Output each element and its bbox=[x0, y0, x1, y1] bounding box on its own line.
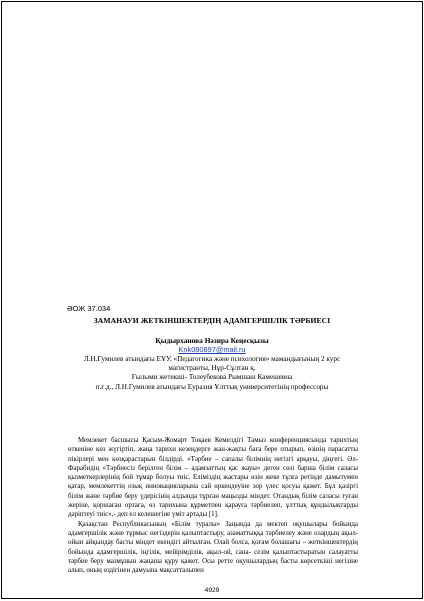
page-number: 4929 bbox=[204, 587, 220, 594]
author-name: Қыдырханова Нәзира Кеңесқызы bbox=[155, 336, 269, 345]
udc-code: ӘОЖ 37.034 bbox=[67, 304, 111, 313]
body-paragraph: Қазақстан Республикасының «Білім туралы» Заңында да мектеп оқушылары бойында адамгершілік және тұрмыс негіздерін қалыптастыру, азаматтыққа тәрбиелеу және олардың ақыл-ойын айқындау басты міндет екендігі айтылған. Олай болса, қоғам болашағы – жеткіншектердің бойында адамгершілік, іңгілік, мейірімділік, ақыл-ой, сана- сезім қалыптастыратын салауатты тәрбие беру мазмұнын жаңаша құру қажет. Осы ретте оқушылардың басты көрсеткіші негізіне алып, оның өздігінен дамуына мақсатталыпен bbox=[68, 520, 358, 575]
article-body bbox=[68, 436, 358, 575]
affiliation-block bbox=[62, 355, 362, 392]
document-page bbox=[1, 1, 423, 599]
affiliation-line: п.ғ.д., Л.Н.Гумилев атындағы Еуразия Ұлттық университетінің профессоры bbox=[95, 382, 329, 391]
affiliation-line: Л.Н.Гумилев атындағы ЕҰУ, «Педагогика және психология» мамандығының 2 курс bbox=[83, 355, 341, 363]
affiliation-line: магистранты, Нұр-Сұлтан қ. bbox=[168, 364, 256, 373]
email-link[interactable]: Knk080897@mail.ru bbox=[178, 345, 246, 354]
body-paragraph: Мемлекет басшысы Қасым-Жомарт Тоқаев Кемелдігі Тамыз конференциясында тарихтың өткеніне көз жүгіртіп, жаңа тарихи кезеңдерге жан-жақты баға бере отырып, өзінің парасатты пікірлері мен көзқарастарын білдірді. «Тәрбие – сапалы білімнің негізгі арқауы, діңгегі. Әл-Фарабидің «Тәрбиесіз берілген білім – адамзаттың қас жауы» деген сөзі барша білім саласы қызметкерлерінің бой тұмар болуы тиіс. Еліміздің жастары өзін жеке тұлға ретінде дамытумен қатар, мемлекеттің озық инновацияларына сай өркендеуіне зор үлес қосуы қажет. Бұл қазіргі білім және тәрбие беру үдерісінің алдында тұрған маңызды міндет. Отандық білім саласы туған жеріне, қоршаған ортаға, өз тарихына құрметпен қарауға тәрбиелеп, ұлттық құндылықтарды дәріптеуі тиіс»,- деп ел келешегіне үміт артады [1]. bbox=[68, 437, 358, 519]
affiliation-line: Ғылыми жетекші- Толеубекова Рымшаш Камешевна bbox=[131, 373, 293, 382]
article-title: ЗАМАНАУИ ЖЕТКІНШЕКТЕРДІҢ АДАМГЕРШІЛІК ТӘРБИЕСІ bbox=[93, 316, 331, 325]
author-email bbox=[22, 345, 402, 354]
